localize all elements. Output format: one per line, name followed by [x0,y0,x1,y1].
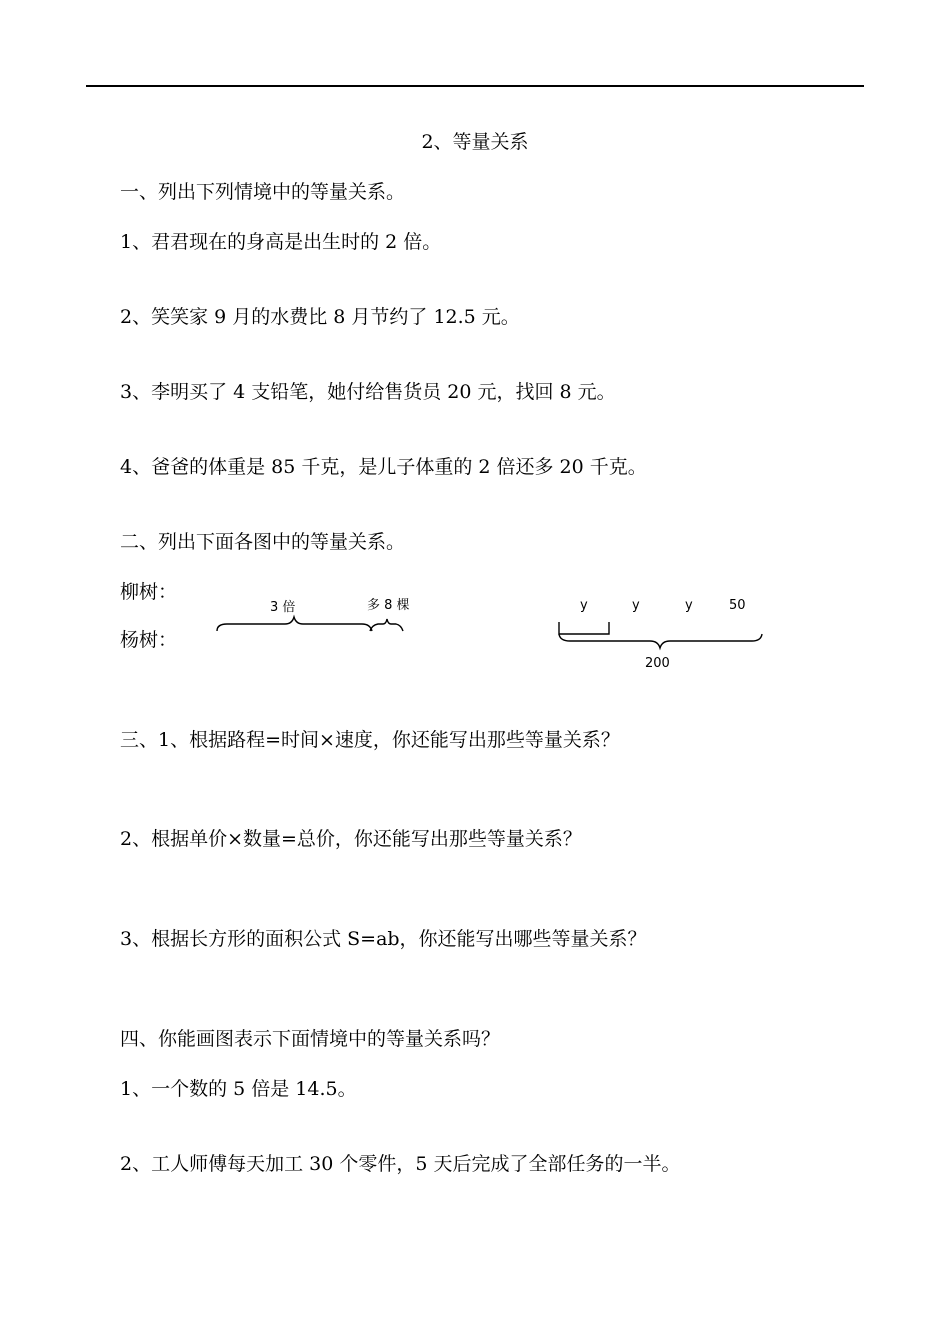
label-willow: 柳树： [120,581,178,603]
section1-item-2: 2、笑笑家 9 月的水费比 8 月节约了 12.5 元。 [120,306,520,328]
diagram2-label-y1: y [580,598,588,613]
section1-heading: 一、列出下列情境中的等量关系。 [120,181,406,203]
label-poplar: 杨树： [120,629,178,651]
section3-item-1: 三、1、根据路程=时间×速度，你还能写出那些等量关系？ [120,729,620,751]
section1-item-4: 4、爸爸的体重是 85 千克，是儿子体重的 2 倍还多 20 千克。 [120,456,647,478]
diagram2-label-50: 50 [729,598,746,613]
section3-item-3: 3、根据长方形的面积公式 S=ab，你还能写出哪些等量关系？ [120,928,647,950]
section4-item-2: 2、工人师傅每天加工 30 个零件，5 天后完成了全部任务的一半。 [120,1153,681,1175]
section2-heading: 二、列出下面各图中的等量关系。 [120,531,406,553]
diagram1-more-label: 多 8 棵 [367,598,410,613]
section3-item-2: 2、根据单价×数量=总价，你还能写出那些等量关系？ [120,828,582,850]
diagram1-times-label: 3 倍 [270,600,296,615]
diagram2-brace-total [559,634,762,648]
diagram2-label-y2: y [632,598,640,613]
section1-item-3: 3、李明买了 4 支铅笔，她付给售货员 20 元，找回 8 元。 [120,381,616,403]
page-title: 2、等量关系 [421,131,529,153]
diagram2-segment-bracket [559,622,609,634]
section1-item-1: 1、君君现在的身高是出生时的 2 倍。 [120,231,442,253]
section4-heading: 四、你能画图表示下面情境中的等量关系吗？ [120,1028,501,1050]
section4-item-1: 1、一个数的 5 倍是 14.5。 [120,1078,357,1100]
diagram1-brace-more [370,619,403,631]
diagram2-total-label: 200 [645,656,670,671]
diagram2-label-y3: y [685,598,693,613]
diagram1-brace-times [217,617,372,631]
